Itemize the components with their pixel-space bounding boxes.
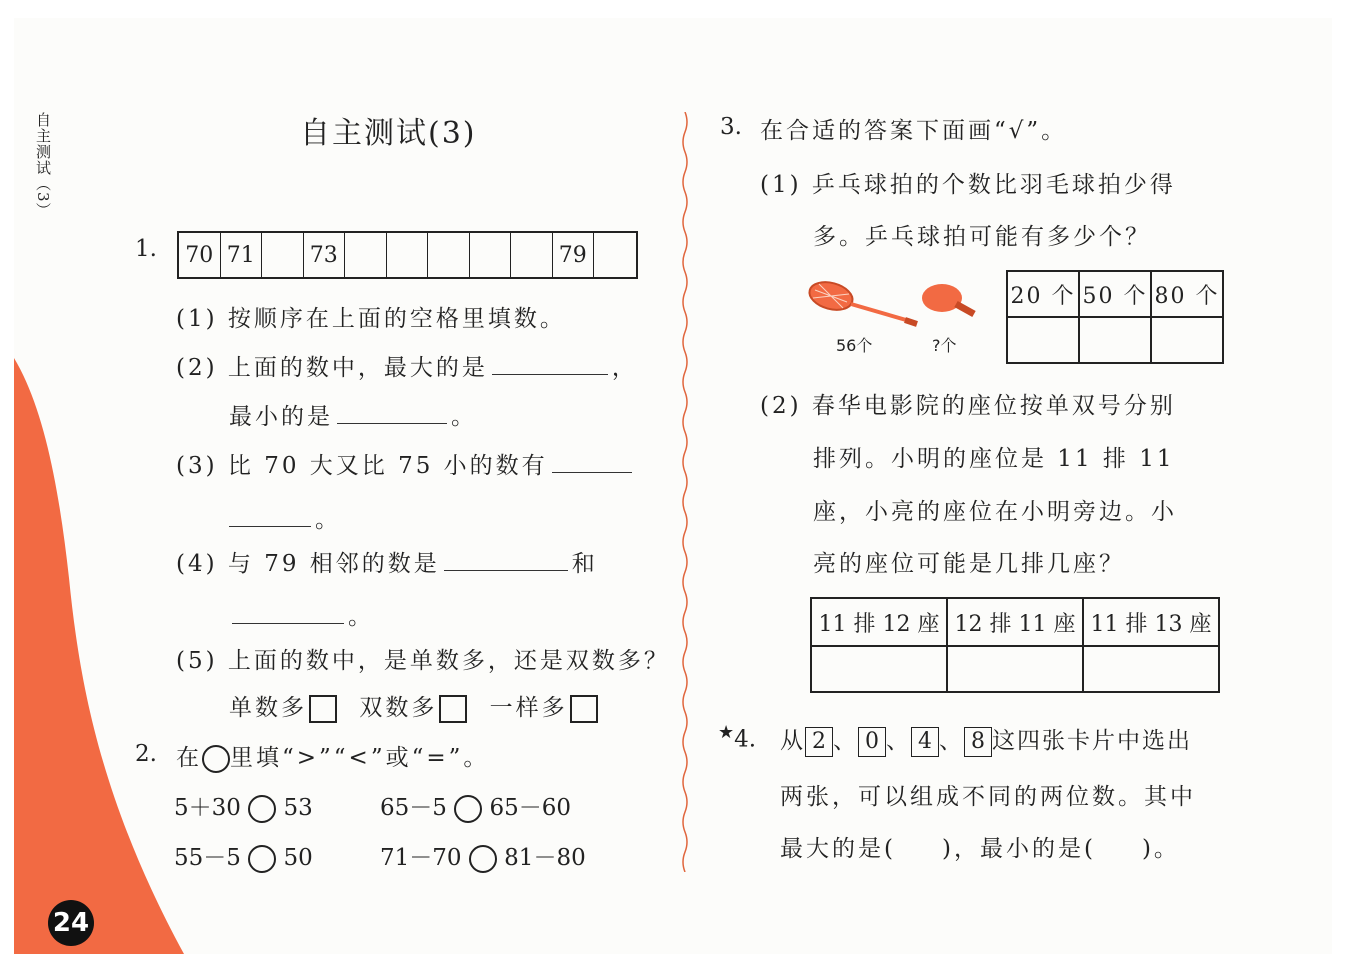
q2-number: 2. [135,741,157,767]
q1-part3-text: (3) 比 70 大又比 75 小的数有 [176,453,548,479]
number-line-boxes [177,231,638,279]
q2-instruction [176,739,489,773]
q2-instr-a: 在 [176,745,202,771]
q1-part5-options [229,689,598,723]
q1-part3-line2 [229,501,341,534]
q3-number: 3. [720,114,742,140]
compare-circle[interactable] [454,795,482,823]
expr-right: 50 [283,845,313,871]
q1-part2b-text: 最小的是 [229,404,333,430]
q1-part3-line1 [176,447,636,480]
q4-post: 这四张卡片中选出 [992,728,1192,754]
q4-number [718,722,756,753]
number-cell-blank[interactable] [262,233,304,277]
punct: 。 [348,604,374,630]
wavy-divider [680,112,690,872]
punct: 。 [451,404,477,430]
number-cell: 73 [304,233,346,277]
word-and: 和 [571,551,598,577]
option-cell: 11 排 12 座 [811,598,947,646]
option-cell: 20 个 [1007,271,1079,317]
expr-right: 53 [283,795,313,821]
option-same-label: 一样多 [489,695,568,721]
expr-left: 55－5 [174,845,241,871]
q2-expr1 [174,789,313,823]
checkbox-same[interactable] [570,695,598,723]
pingpong-paddle-icon [920,282,982,322]
q3-table1 [1006,270,1224,364]
q3-sub2-line3: 座，小亮的座位在小明旁边。小 [813,499,1177,525]
star-icon: ★ [718,722,735,743]
punct: ， [611,355,638,381]
q1-part5: (5) 上面的数中，是单数多，还是双数多？ [176,648,670,674]
number-cell-blank[interactable] [470,233,512,277]
q1-part2-line2 [229,398,477,431]
compare-circle[interactable] [469,845,497,873]
q3-sub1-line2: 多。乒乓球拍可能有多少个？ [813,224,1151,250]
q1-number: 1. [135,236,157,262]
q4-num-text: 4. [734,726,757,753]
q1-part1: (1) 按顺序在上面的空格里填数。 [176,306,566,332]
expr-left: 5＋30 [174,795,241,821]
option-cell: 50 个 [1079,271,1151,317]
option-cell: 11 排 13 座 [1083,598,1219,646]
checkbox-odd[interactable] [309,695,337,723]
answer-blank[interactable] [492,352,608,375]
q4-line2: 两张，可以组成不同的两位数。其中 [780,784,1196,810]
option-cell: 80 个 [1151,271,1223,317]
answer-blank[interactable] [337,401,447,424]
q2-expr3 [174,839,313,873]
q4-max-text: 最大的是( [780,836,896,862]
answer-blank[interactable] [229,504,311,527]
q3-sub2-line1: (2) 春华电影院的座位按单双号分别 [760,393,1176,419]
q4-line3 [780,830,1180,863]
expr-left: 71－70 [380,845,462,871]
page-title: 自主测试(3) [300,116,477,151]
q1-part4-line2 [232,598,374,631]
circle-symbol [202,745,230,773]
punct: 。 [315,507,341,533]
answer-cell[interactable] [1151,317,1223,363]
expr-left: 65－5 [380,795,447,821]
q3-instruction: 在合适的答案下面画“√”。 [760,118,1068,144]
q4-line1: 从 2 、 0 、 4 、 8 这四张卡片中选出 [780,722,1192,757]
digit-card: 8 [964,727,992,757]
number-cell-blank[interactable] [428,233,470,277]
digit-card: 4 [911,727,939,757]
q3-sub1-line1: (1) 乒乓球拍的个数比羽毛球拍少得 [760,172,1176,198]
expr-right: 65－60 [489,795,572,821]
answer-cell[interactable] [1079,317,1151,363]
pingpong-count-label: ?个 [932,336,957,355]
q1-part4-line1 [176,545,598,578]
answer-blank[interactable] [552,450,632,473]
q4-min-text: )，最小的是( [941,836,1096,862]
q4-pre: 从 [780,728,805,754]
q3-table2 [810,597,1220,693]
badminton-racket-icon [805,278,925,334]
answer-cell[interactable] [811,646,947,692]
q1-part4-text: (4) 与 79 相邻的数是 [176,551,440,577]
q2-instr-b: 里填“>”“<”或“=”。 [230,745,490,771]
q4-end: )。 [1141,836,1180,862]
side-title: 自主测试（3） [34,112,52,219]
page-number: 24 [48,900,94,946]
answer-cell[interactable] [1083,646,1219,692]
number-cell-blank[interactable] [511,233,553,277]
answer-blank[interactable] [232,601,344,624]
option-even-label: 双数多 [359,695,438,721]
q2-expr2 [380,789,571,823]
compare-circle[interactable] [248,845,276,873]
answer-blank[interactable] [444,548,568,571]
q1-part2-line1 [176,349,638,382]
answer-cell[interactable] [947,646,1083,692]
q3-sub2-line4: 亮的座位可能是几排几座？ [813,551,1125,577]
option-odd-label: 单数多 [229,695,307,721]
number-cell-blank[interactable] [594,233,636,277]
q1-part2-text: (2) 上面的数中，最大的是 [176,355,488,381]
number-cell: 79 [553,233,595,277]
checkbox-even[interactable] [439,695,467,723]
compare-circle[interactable] [248,795,276,823]
number-cell-blank[interactable] [345,233,387,277]
badminton-count-label: 56个 [836,336,873,355]
digit-card: 0 [858,727,886,757]
digit-card: 2 [805,727,833,757]
number-cell-blank[interactable] [387,233,429,277]
q2-expr4 [380,839,586,873]
expr-right: 81－80 [504,845,586,871]
option-cell: 12 排 11 座 [947,598,1083,646]
q3-sub2-line2: 排列。小明的座位是 11 排 11 [813,446,1175,472]
number-cell: 71 [221,233,263,277]
number-cell: 70 [179,233,221,277]
answer-cell[interactable] [1007,317,1079,363]
